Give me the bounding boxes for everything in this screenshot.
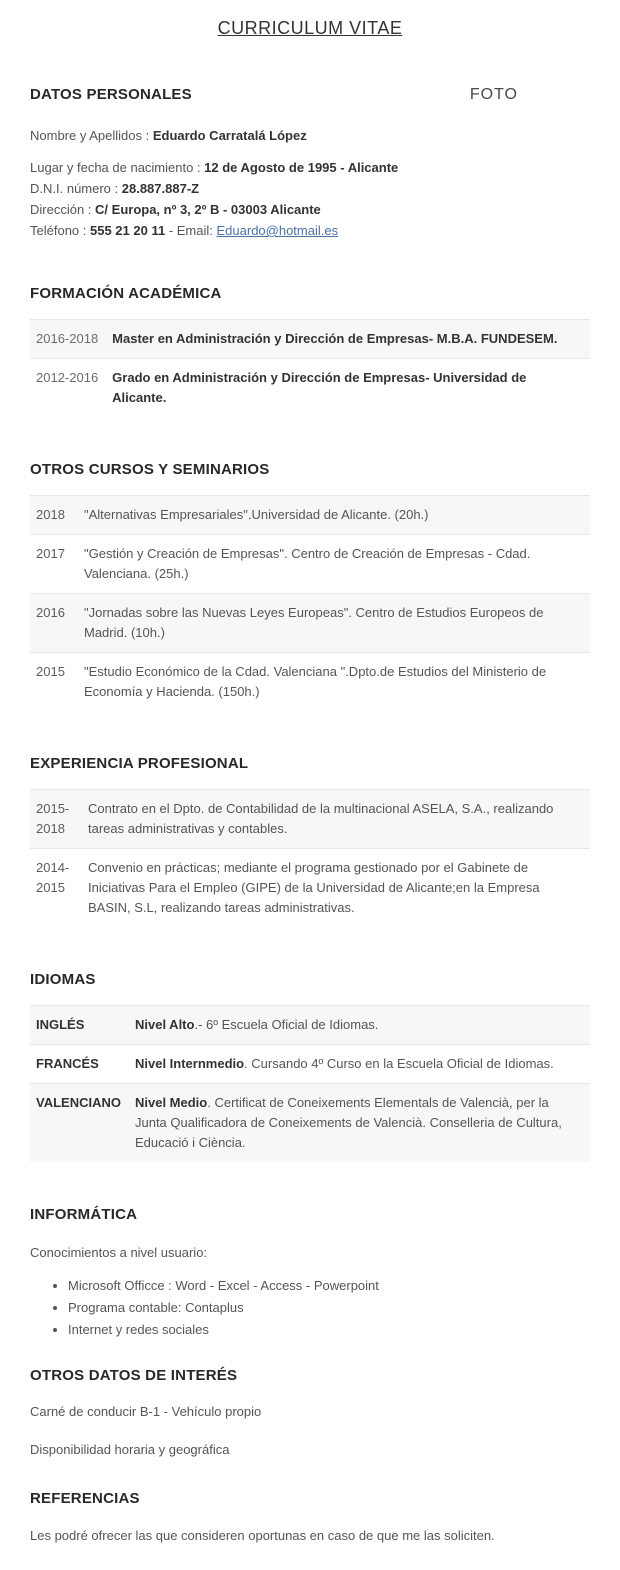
education-degree: Master en Administración y Dirección de Empresas- M.B.A. FUNDESEM.	[106, 320, 590, 359]
experience-description: Convenio en prácticas; mediante el programa gestionado por el Gabinete de Iniciativas Para el Empleo (GIPE) de la Universidad de Alicante;en la Empresa BASIN, S.L, realizando tareas administrativas.	[82, 849, 590, 928]
table-row	[30, 790, 590, 849]
education-section	[30, 285, 590, 417]
education-degree: Grado en Administración y Dirección de Empresas- Universidad de Alicante.	[106, 359, 590, 418]
name-value: Eduardo Carratalá López	[152, 128, 307, 143]
table-row	[30, 653, 590, 712]
dni-label: D.N.I. número :	[30, 181, 122, 196]
course-description: "Jornadas sobre las Nuevas Leyes Europeas". Centro de Estudios Europeos de Madrid. (10h.)	[78, 594, 590, 653]
experience-table	[30, 789, 590, 927]
birth-value: 12 de Agosto de 1995 - Alicante	[204, 160, 399, 175]
name-line	[30, 125, 590, 146]
education-table	[30, 319, 590, 417]
other-info-section	[30, 1367, 590, 1460]
email-link[interactable]: Eduardo@hotmail.es	[216, 223, 339, 238]
dni-line	[30, 178, 590, 199]
address-line	[30, 199, 590, 220]
language-rest: . Certificat de Coneixements Elementals de Valencià, per la Junta Qualificadora de Coneixements de Valencià. Conselleria de Cultura, Educació i Ciència.	[134, 1095, 562, 1150]
it-skills-heading: INFORMÁTICA	[30, 1206, 138, 1223]
personal-heading: DATOS PERSONALES	[30, 86, 192, 103]
education-period: 2012-2016	[30, 359, 106, 418]
photo-placeholder-label: FOTO	[469, 86, 518, 103]
other-info-line: Disponibilidad horaria y geográfica	[30, 1442, 230, 1457]
courses-heading: OTROS CURSOS Y SEMINARIOS	[30, 461, 270, 478]
table-row	[30, 496, 590, 535]
table-row	[30, 594, 590, 653]
references-heading: REFERENCIAS	[30, 1490, 140, 1507]
name-label: Nombre y Apellidos :	[30, 128, 153, 143]
birth-label: Lugar y fecha de nacimiento :	[30, 160, 205, 175]
course-description: "Gestión y Creación de Empresas". Centro de Creación de Empresas - Cdad. Valenciana. (25h.)	[78, 535, 590, 594]
language-name: VALENCIANO	[30, 1084, 129, 1163]
table-row	[30, 535, 590, 594]
language-name: INGLÉS	[30, 1006, 129, 1045]
address-label: Dirección :	[30, 202, 96, 217]
experience-section	[30, 755, 590, 927]
birth-line	[30, 157, 590, 178]
language-name: FRANCÉS	[30, 1045, 129, 1084]
list-item: • Programa contable: Contaplus	[68, 1297, 590, 1319]
personal-section-header	[30, 86, 590, 104]
education-period: 2016-2018	[30, 320, 106, 359]
references-section	[30, 1490, 590, 1546]
dni-value: 28.887.887-Z	[121, 181, 200, 196]
it-skills-intro: Conocimientos a nivel usuario:	[30, 1245, 208, 1260]
table-row	[30, 1045, 590, 1084]
other-info-line: Carné de conducir B-1 - Vehículo propio	[30, 1404, 262, 1419]
course-year: 2016	[30, 594, 78, 653]
other-info-heading: OTROS DATOS DE INTERÉS	[30, 1367, 238, 1384]
table-row	[30, 1006, 590, 1045]
table-row	[30, 359, 590, 418]
languages-table	[30, 1005, 590, 1162]
language-rest: .- 6º Escuela Oficial de Idiomas.	[194, 1017, 379, 1032]
experience-description: Contrato en el Dpto. de Contabilidad de la multinacional ASELA, S.A., realizando tareas administrativas y contables.	[82, 790, 590, 849]
it-skills-section	[30, 1206, 590, 1341]
phone-value: 555 21 20 11	[90, 223, 166, 238]
list-item: • Internet y redes sociales	[68, 1319, 590, 1341]
languages-heading: IDIOMAS	[30, 971, 96, 988]
table-row	[30, 1084, 590, 1163]
education-heading: FORMACIÓN ACADÉMICA	[30, 285, 222, 302]
table-row	[30, 320, 590, 359]
course-description: "Alternativas Empresariales".Universidad de Alicante. (20h.)	[78, 496, 590, 535]
language-level: Nivel Internmedio	[134, 1056, 245, 1071]
courses-section	[30, 461, 590, 711]
experience-heading: EXPERIENCIA PROFESIONAL	[30, 755, 249, 772]
language-detail	[129, 1006, 590, 1045]
references-text: Les podré ofrecer las que consideren oportunas en caso de que me las soliciten.	[30, 1528, 495, 1543]
phone-email-separator: -	[165, 223, 177, 238]
phone-line	[30, 220, 590, 241]
address-value: C/ Europa, nº 3, 2º B - 03003 Alicante	[95, 202, 321, 217]
experience-period: 2015- 2018	[30, 790, 82, 849]
language-detail	[129, 1084, 590, 1163]
language-detail	[129, 1045, 590, 1084]
experience-period: 2014- 2015	[30, 849, 82, 928]
course-year: 2018	[30, 496, 78, 535]
page-title: CURRICULUM VITAE	[217, 18, 403, 38]
email-label: Email:	[176, 223, 217, 238]
course-description: "Estudio Económico de la Cdad. Valenciana ".Dpto.de Estudios del Ministerio de Economía y Hacienda. (150h.)	[78, 653, 590, 712]
phone-label: Teléfono :	[30, 223, 90, 238]
table-row	[30, 849, 590, 928]
language-level: Nivel Medio	[134, 1095, 208, 1110]
language-level: Nivel Alto	[134, 1017, 195, 1032]
languages-section	[30, 971, 590, 1162]
courses-table	[30, 495, 590, 711]
personal-details	[30, 125, 590, 241]
course-year: 2015	[30, 653, 78, 712]
language-rest: . Cursando 4º Curso en la Escuela Oficial de Idiomas.	[244, 1056, 554, 1071]
list-item: • Microsoft Officce : Word - Excel - Access - Powerpoint	[68, 1275, 590, 1297]
course-year: 2017	[30, 535, 78, 594]
it-skills-list	[30, 1275, 590, 1341]
